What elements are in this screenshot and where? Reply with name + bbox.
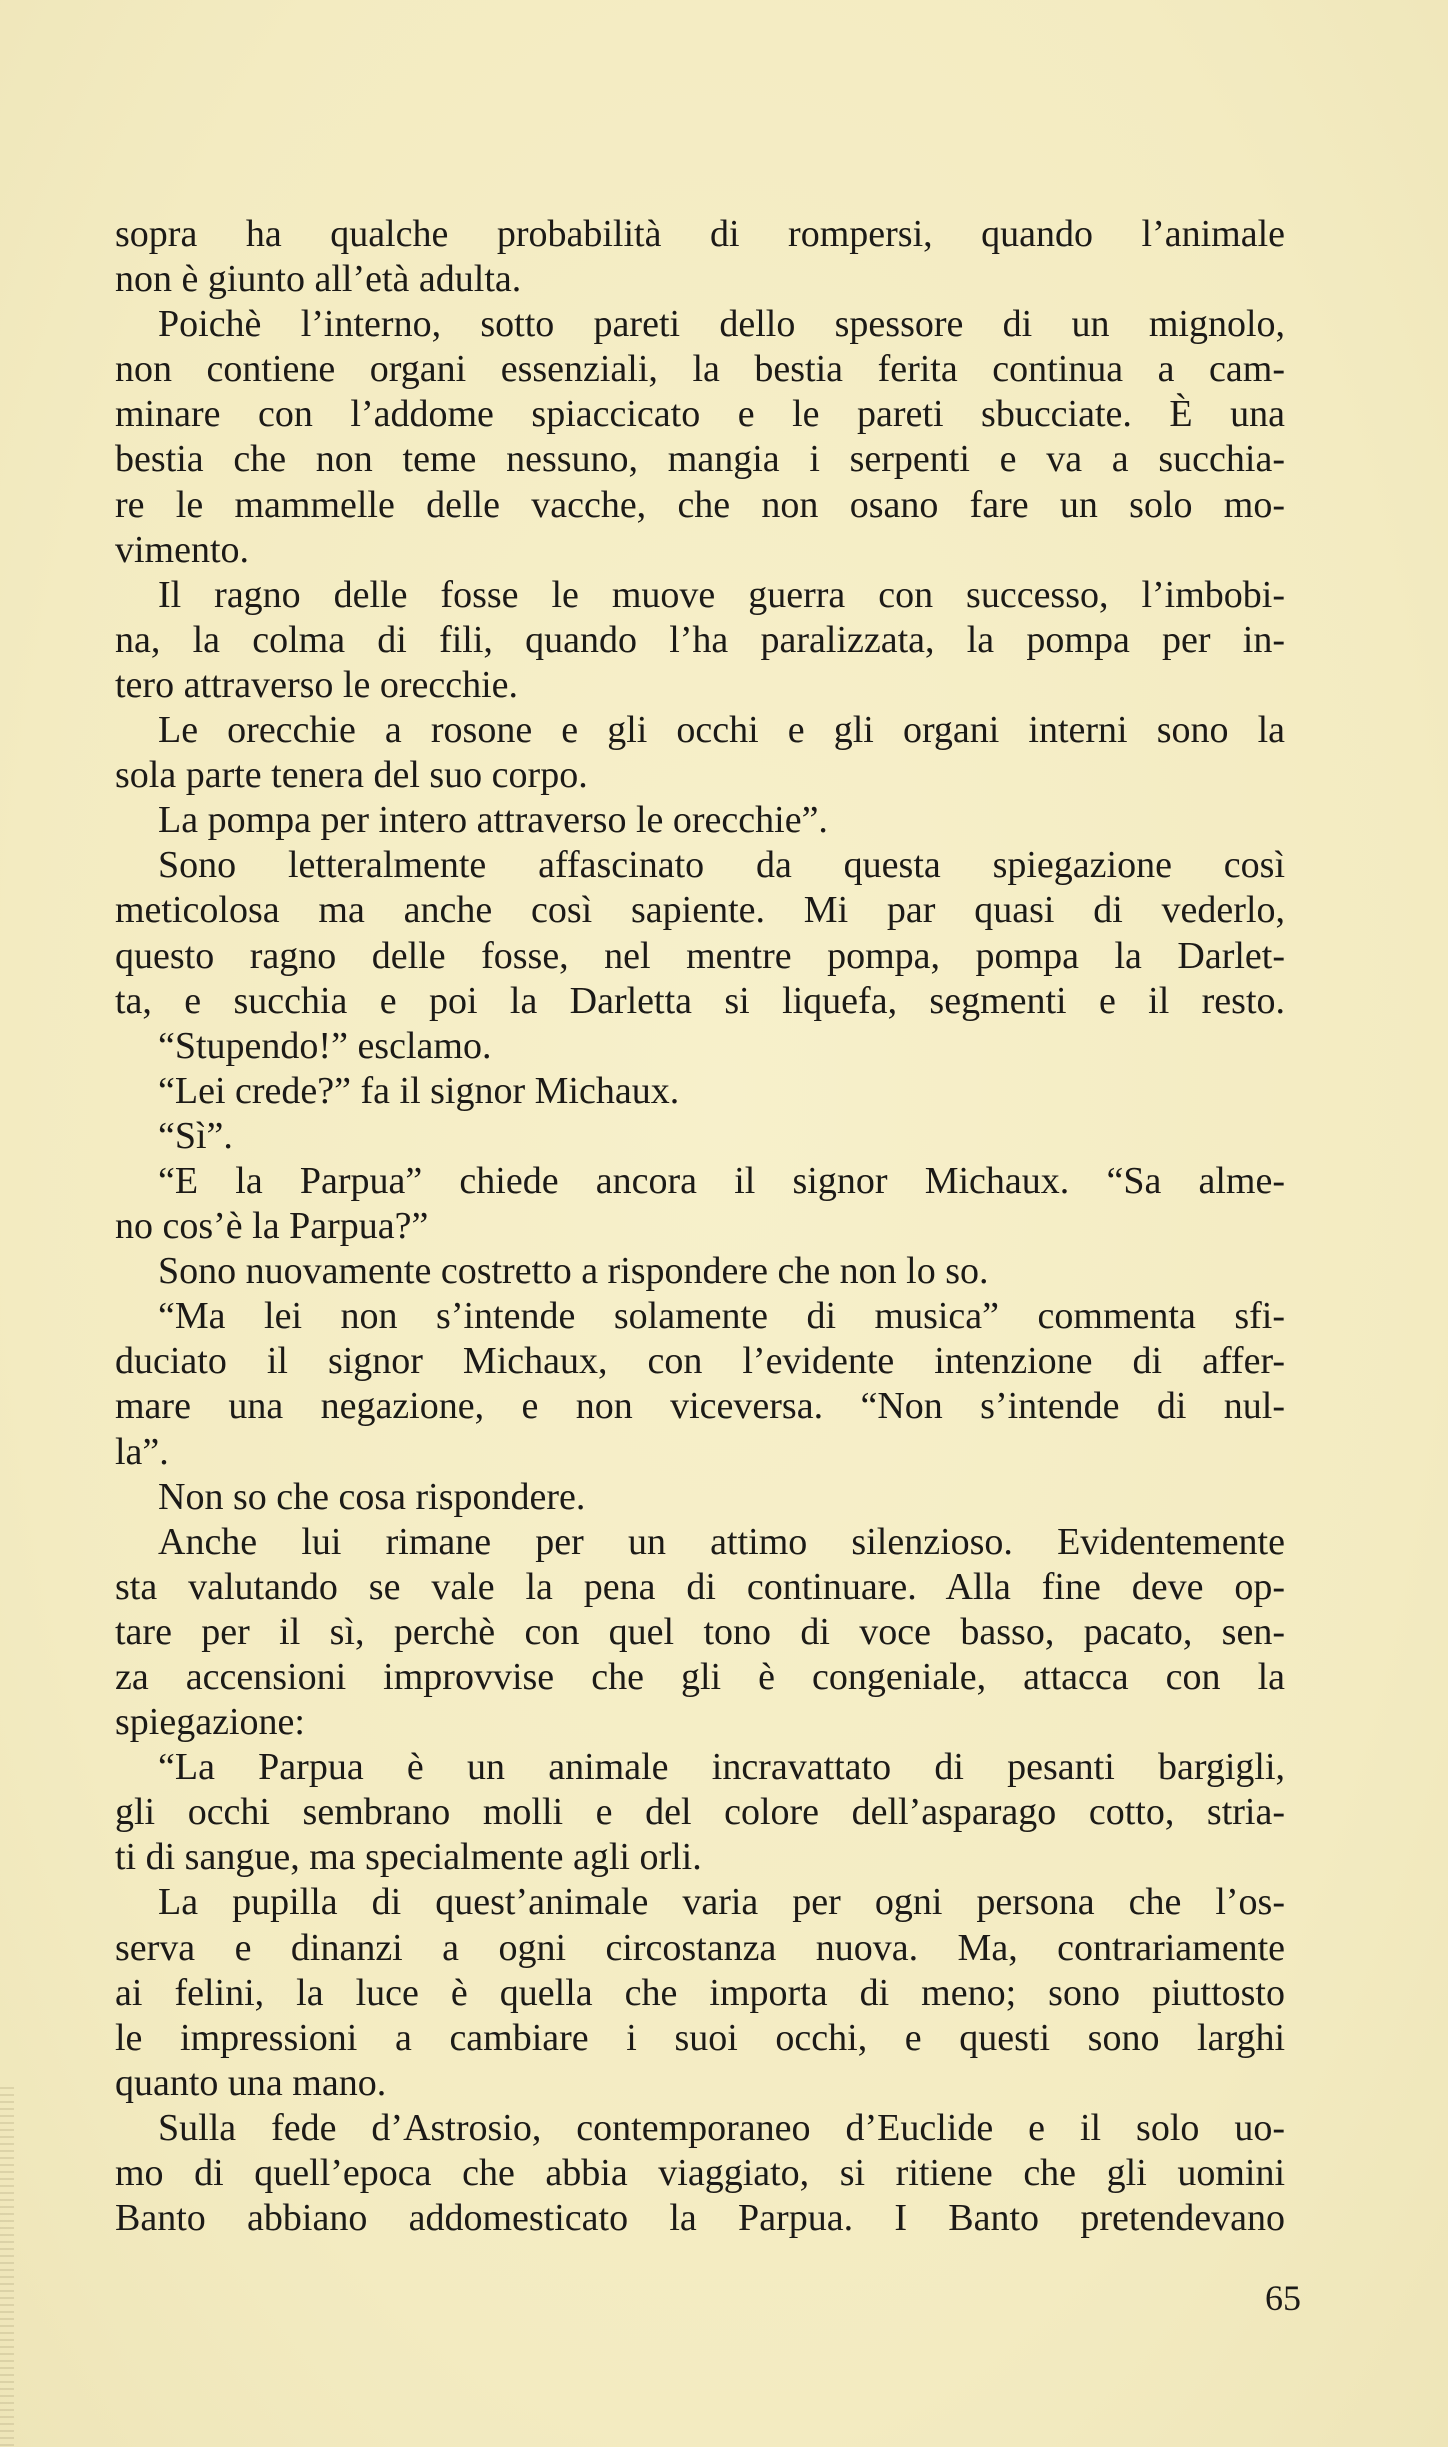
text-line: ti di sangue, ma specialmente agli orli. xyxy=(115,1836,702,1879)
text-line: no cos’è la Parpua?” xyxy=(115,1205,429,1248)
text-line: “E la Parpua” chiede ancora il signor Michaux. “Sa alme- xyxy=(158,1159,1285,1202)
page-edge-decoration xyxy=(0,2087,14,2447)
text-line: re le mammelle delle vacche, che non osano fare un solo mo- xyxy=(115,483,1285,526)
page-number: 65 xyxy=(1265,2278,1301,2318)
text-line: questo ragno delle fosse, nel mentre pompa, pompa la Darlet- xyxy=(115,934,1285,977)
text-line: Le orecchie a rosone e gli occhi e gli organi interni sono la xyxy=(158,709,1285,752)
text-line: le impressioni a cambiare i suoi occhi, e questi sono larghi xyxy=(115,2016,1285,2059)
text-line: ta, e succhia e poi la Darletta si liquefa, segmenti e il resto. xyxy=(115,979,1285,1022)
text-line: spiegazione: xyxy=(115,1701,305,1744)
text-line: Non so che cosa rispondere. xyxy=(158,1475,586,1518)
text-line: bestia che non teme nessuno, mangia i serpenti e va a succhia- xyxy=(115,438,1285,481)
text-line: “Sì”. xyxy=(158,1114,233,1157)
text-line: tero attraverso le orecchie. xyxy=(115,663,518,706)
text-line: ai felini, la luce è quella che importa di meno; sono piuttosto xyxy=(115,1971,1285,2014)
body-text xyxy=(115,212,1285,2241)
text-line: “Lei crede?” fa il signor Michaux. xyxy=(158,1069,680,1112)
text-line: la”. xyxy=(115,1430,169,1473)
text-line: mare una negazione, e non viceversa. “Non s’intende di nul- xyxy=(115,1385,1285,1428)
text-line: Poichè l’interno, sotto pareti dello spessore di un mignolo, xyxy=(158,303,1285,346)
text-line: mo di quell’epoca che abbia viaggiato, si ritiene che gli uomini xyxy=(115,2152,1285,2195)
text-line: non contiene organi essenziali, la bestia ferita continua a cam- xyxy=(115,348,1285,391)
text-line: Anche lui rimane per un attimo silenzioso. Evidentemente xyxy=(158,1520,1285,1563)
text-line: Sono nuovamente costretto a rispondere che non lo so. xyxy=(158,1250,989,1293)
text-line: “La Parpua è un animale incravattato di pesanti bargigli, xyxy=(158,1746,1285,1789)
text-line: sopra ha qualche probabilità di rompersi, quando l’animale xyxy=(115,213,1285,255)
text-line: La pupilla di quest’animale varia per ogni persona che l’os- xyxy=(158,1881,1285,1924)
text-line: Il ragno delle fosse le muove guerra con successo, l’imbobi- xyxy=(158,573,1285,616)
text-line: gli occhi sembrano molli e del colore dell’asparago cotto, stria- xyxy=(115,1791,1285,1834)
text-line: za accensioni improvvise che gli è congeniale, attacca con la xyxy=(115,1656,1285,1698)
text-line: quanto una mano. xyxy=(115,2061,387,2104)
text-line: serva e dinanzi a ogni circostanza nuova. Ma, contrariamente xyxy=(115,1926,1285,1969)
text-line: non è giunto all’età adulta. xyxy=(115,258,522,301)
text-line: La pompa per intero attraverso le orecchie”. xyxy=(158,799,828,842)
text-line: “Stupendo!” esclamo. xyxy=(158,1024,492,1067)
text-line: duciato il signor Michaux, con l’evidente intenzione di affer- xyxy=(115,1340,1285,1383)
text-line: Banto abbiano addomesticato la Parpua. I Banto pretendevano xyxy=(115,2197,1285,2240)
text-line: “Ma lei non s’intende solamente di musica” commenta sfi- xyxy=(158,1295,1285,1338)
text-line: sola parte tenera del suo corpo. xyxy=(115,754,588,797)
text-line: meticolosa ma anche così sapiente. Mi par quasi di vederlo, xyxy=(115,889,1285,932)
text-line: sta valutando se vale la pena di continuare. Alla fine deve op- xyxy=(115,1565,1285,1608)
text-line: tare per il sì, perchè con quel tono di voce basso, pacato, sen- xyxy=(115,1610,1285,1653)
text-line: na, la colma di fili, quando l’ha paralizzata, la pompa per in- xyxy=(115,618,1285,661)
text-line: vimento. xyxy=(115,528,250,571)
text-line: Sono letteralmente affascinato da questa spiegazione così xyxy=(158,844,1285,887)
text-line: Sulla fede d’Astrosio, contemporaneo d’Euclide e il solo uo- xyxy=(158,2106,1285,2149)
text-line: minare con l’addome spiaccicato e le pareti sbucciate. È una xyxy=(115,393,1285,436)
